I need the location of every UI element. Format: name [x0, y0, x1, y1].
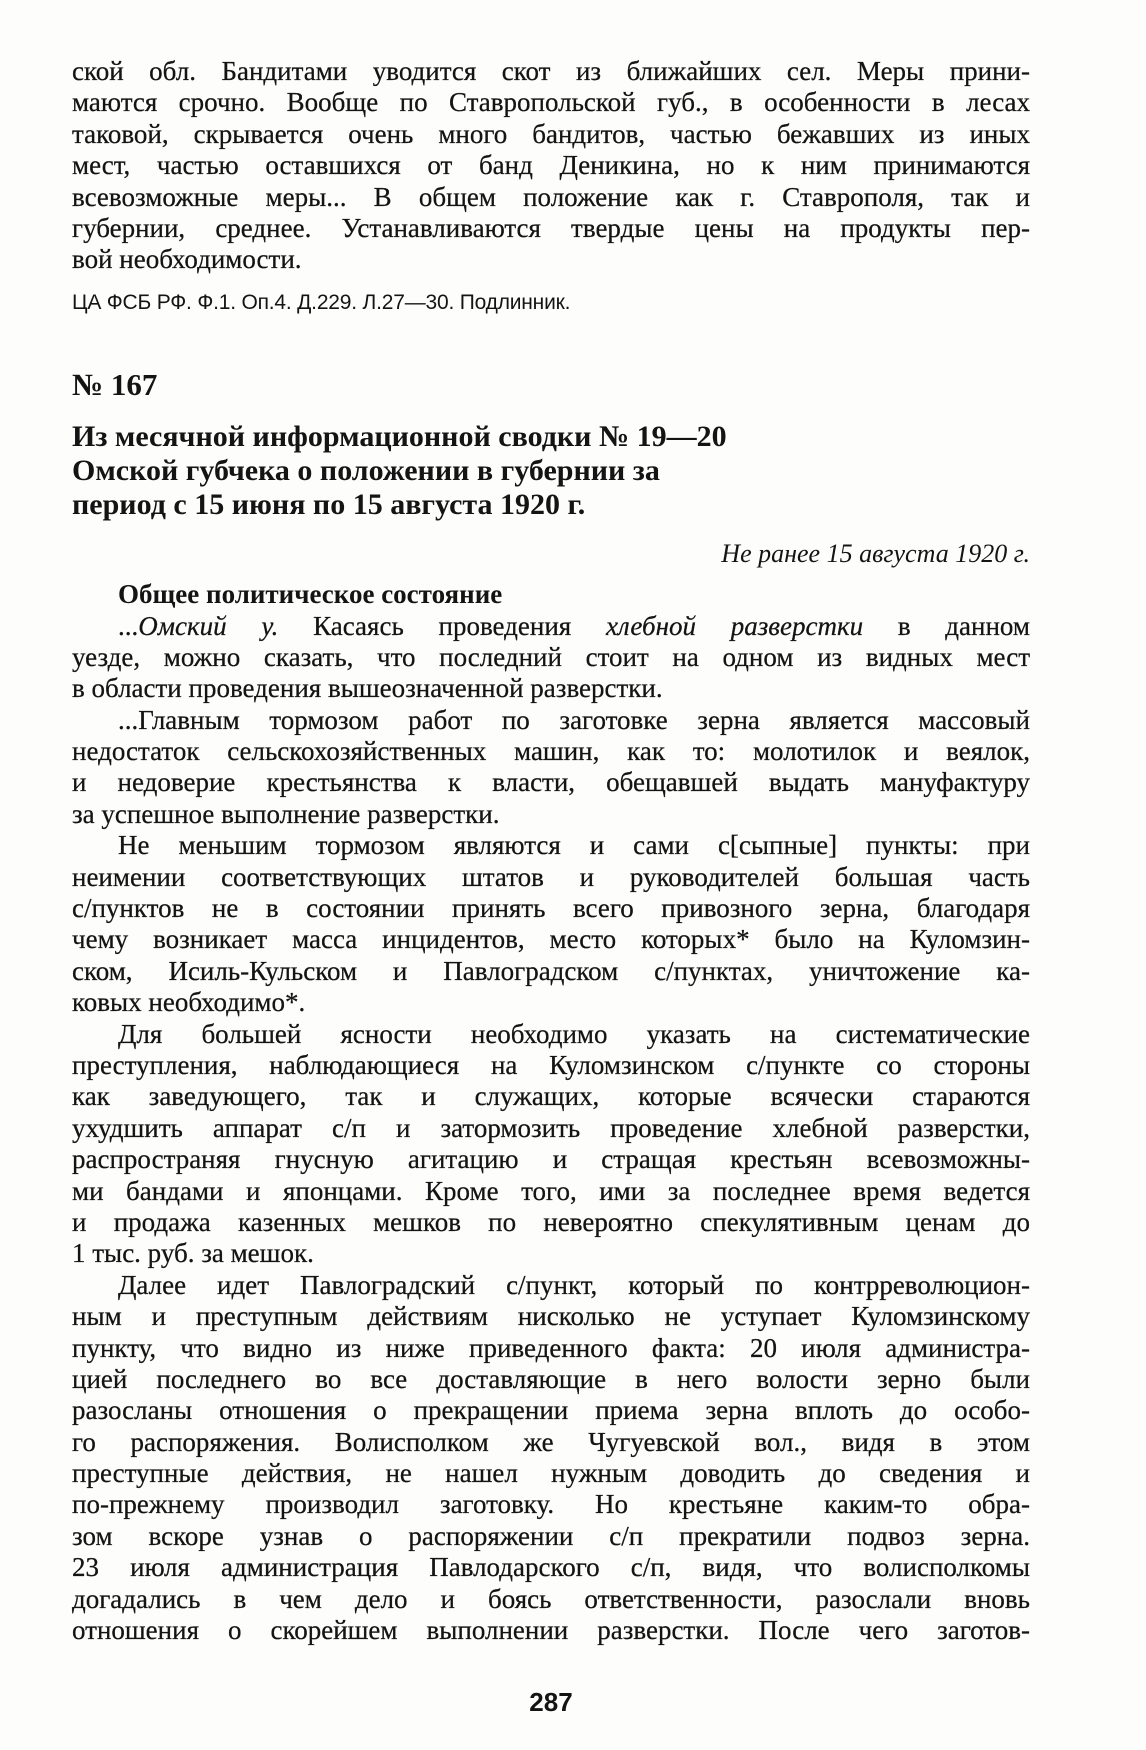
- text-line: 1 тыс. руб. за мешок.: [72, 1238, 314, 1269]
- text-line: всевозможные меры... В общем положение как г. Ставрополя, так и: [72, 181, 1030, 212]
- document-title: [72, 420, 1030, 522]
- text-line: отношения о скорейшем выполнении разверстки. После чего заготов-: [72, 1615, 1030, 1646]
- title-line: период с 15 июня по 15 августа 1920 г.: [72, 487, 586, 521]
- text-line: ми бандами и японцами. Кроме того, ими за последнее время ведется: [72, 1175, 1030, 1206]
- text-line: 23 июля администрация Павлодарского с/п, видя, что волисполкомы: [72, 1552, 1030, 1583]
- italic-text: хлебной разверстки: [605, 610, 864, 641]
- text-line: догадались в чем дело и боясь ответственности, разослали вновь: [72, 1583, 1030, 1614]
- text-line: мест, частью оставшихся от банд Деникина, но к ним принимаются: [72, 150, 1030, 181]
- paragraph: [72, 1019, 1030, 1270]
- section-heading: Общее политическое состояние: [118, 579, 503, 610]
- text-line: ...Главным тормозом работ по заготовке зерна является массовый: [118, 704, 1030, 735]
- text-segment: ...: [118, 610, 139, 641]
- text-line: и продажа казенных мешков по невероятно спекулятивным ценам до: [72, 1206, 1030, 1237]
- text-line: таковой, скрывается очень много бандитов, частью бежавших из иных: [72, 118, 1030, 149]
- text-line: ском, Исиль-Кульском и Павлоградском с/пунктах, уничтожение ка-: [72, 955, 1030, 986]
- text-line: ской обл. Бандитами уводится скот из ближайших сел. Меры прини-: [72, 56, 1030, 86]
- text-line: уезде, можно сказать, что последний стоит на одном из видных мест: [72, 641, 1030, 672]
- text-line: [72, 611, 1030, 642]
- document-date: Не ранее 15 августа 1920 г.: [721, 538, 1030, 568]
- text-segment: Касаясь проведения: [278, 610, 606, 641]
- text-line: ным и преступным действиям нисколько не уступает Куломзинскому: [72, 1301, 1030, 1332]
- text-line: го распоряжения. Волисполком же Чугуевской вол., видя в этом: [72, 1426, 1030, 1457]
- paragraph: [72, 830, 1030, 1018]
- text-line: разосланы отношения о прекращении приема зерна вплоть до особо-: [72, 1395, 1030, 1426]
- text-line: Для большей ясности необходимо указать на систематические: [118, 1018, 1030, 1049]
- paragraph: [72, 705, 1030, 831]
- text-line: пункту, что видно из ниже приведенного факта: 20 июля администра-: [72, 1332, 1030, 1363]
- text-line: как заведующего, так и служащих, которые всячески стараются: [72, 1081, 1030, 1112]
- text-line: зом вскоре узнав о распоряжении с/п прекратили подвоз зерна.: [72, 1520, 1030, 1551]
- text-line: вой необходимости.: [72, 244, 302, 275]
- text-line: чему возникает масса инцидентов, место которых* было на Куломзин-: [72, 924, 1030, 955]
- text-line: преступные действия, не нашел нужным доводить до сведения и: [72, 1458, 1030, 1489]
- text-line: цией последнего во все доставляющие в него волости зерно были: [72, 1363, 1030, 1394]
- text-line: по-прежнему производил заготовку. Но крестьяне каким-то обра-: [72, 1489, 1030, 1520]
- page-number: 287: [529, 1687, 573, 1718]
- title-line: Омской губчека о положении в губернии за: [72, 453, 660, 487]
- document-number: № 167: [72, 366, 158, 402]
- continuation-paragraph: [72, 56, 1030, 276]
- text-line: неимении соответствующих штатов и руководителей большая часть: [72, 861, 1030, 892]
- text-line: ковых необходимо*.: [72, 987, 306, 1018]
- text-line: и недоверие крестьянства к власти, обещавшей выдать мануфактуру: [72, 767, 1030, 798]
- text-line: недостаток сельскохозяйственных машин, как то: молотилок и веялок,: [72, 736, 1030, 767]
- title-line: Из месячной информационной сводки № 19—20: [72, 419, 727, 453]
- text-line: в области проведения вышеозначенной разверстки.: [72, 673, 663, 704]
- italic-text: Омский у.: [138, 610, 279, 641]
- paragraph: [72, 611, 1030, 705]
- document-body: [72, 611, 1030, 1647]
- source-reference: ЦА ФСБ РФ. Ф.1. Оп.4. Д.229. Л.27—30. Подлинник.: [72, 290, 571, 314]
- paragraph: [72, 1270, 1030, 1647]
- text-line: Далее идет Павлоградский с/пункт, который по контрреволюцион-: [118, 1269, 1030, 1300]
- text-line: за успешное выполнение разверстки.: [72, 798, 500, 829]
- text-line: губернии, среднее. Устанавливаются твердые цены на продукты пер-: [72, 212, 1030, 243]
- text-line: распространяя гнусную агитацию и стращая крестьян всевозможны-: [72, 1144, 1030, 1175]
- text-line: ухудшить аппарат с/п и затормозить проведение хлебной разверстки,: [72, 1112, 1030, 1143]
- text-line: с/пунктов не в состоянии принять всего привозного зерна, благодаря: [72, 893, 1030, 924]
- text-line: маются срочно. Вообще по Ставропольской губ., в особенности в лесах: [72, 87, 1030, 118]
- text-segment: в данном: [863, 610, 1030, 641]
- text-line: Не меньшим тормозом являются и сами с[сыпные] пункты: при: [118, 830, 1030, 861]
- text-line: преступления, наблюдающиеся на Куломзинском с/пункте со стороны: [72, 1049, 1030, 1080]
